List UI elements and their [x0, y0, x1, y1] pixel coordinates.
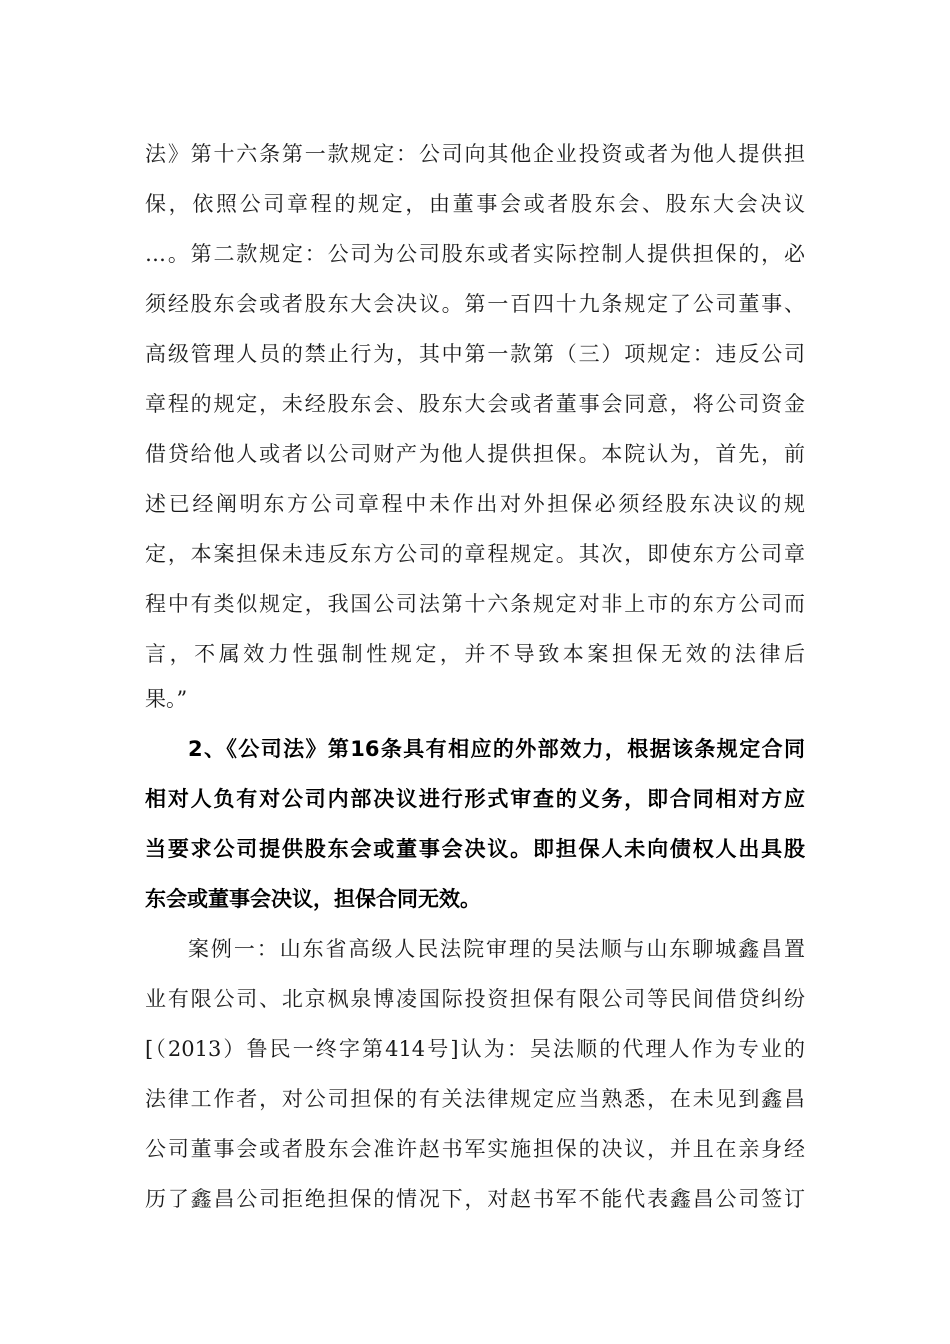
- text-line: 2、《公司法》第16条具有相应的外部效力，根据该条规定合同: [188, 737, 805, 761]
- text-line: 定，本案担保未违反东方公司的章程规定。其次，即使东方公司章: [145, 542, 805, 566]
- text-line: 公司董事会或者股东会准许赵书军实施担保的决议，并且在亲身经: [145, 1137, 805, 1161]
- text-line: 程中有类似规定，我国公司法第十六条规定对非上市的东方公司而: [145, 592, 805, 616]
- text-line: 须经股东会或者股东大会决议。第一百四十九条规定了公司董事、: [145, 292, 805, 316]
- text-line: …。第二款规定：公司为公司股东或者实际控制人提供担保的，必: [145, 242, 805, 266]
- text-line: 言，不属效力性强制性规定，并不导致本案担保无效的法律后: [145, 642, 805, 666]
- text-line: 述已经阐明东方公司章程中未作出对外担保必须经股东决议的规: [145, 492, 805, 516]
- text-line: 章程的规定，未经股东会、股东大会或者董事会同意，将公司资金: [145, 392, 805, 416]
- text-line: 果。”: [145, 687, 188, 711]
- text-line: 案例一：山东省高级人民法院审理的吴法顺与山东聊城鑫昌置: [188, 937, 805, 961]
- text-line: 保，依照公司章程的规定，由董事会或者股东会、股东大会决议: [145, 192, 805, 216]
- text-line: 法》第十六条第一款规定：公司向其他企业投资或者为他人提供担: [145, 142, 805, 166]
- text-line: 东会或董事会决议，担保合同无效。: [145, 887, 481, 911]
- text-line: 法律工作者，对公司担保的有关法律规定应当熟悉，在未见到鑫昌: [145, 1087, 805, 1111]
- text-line: 业有限公司、北京枫泉博凌国际投资担保有限公司等民间借贷纠纷: [145, 987, 805, 1011]
- text-line: [（2013）鲁民一终字第414号]认为：吴法顺的代理人作为专业的: [145, 1037, 805, 1061]
- text-line: 历了鑫昌公司拒绝担保的情况下，对赵书军不能代表鑫昌公司签订: [145, 1187, 805, 1211]
- text-line: 当要求公司提供股东会或董事会决议。即担保人未向债权人出具股: [145, 837, 805, 861]
- text-line: 相对人负有对公司内部决议进行形式审查的义务，即合同相对方应: [145, 787, 805, 811]
- text-line: 借贷给他人或者以公司财产为他人提供担保。本院认为，首先，前: [145, 442, 805, 466]
- text-line: 高级管理人员的禁止行为，其中第一款第（三）项规定：违反公司: [145, 342, 805, 366]
